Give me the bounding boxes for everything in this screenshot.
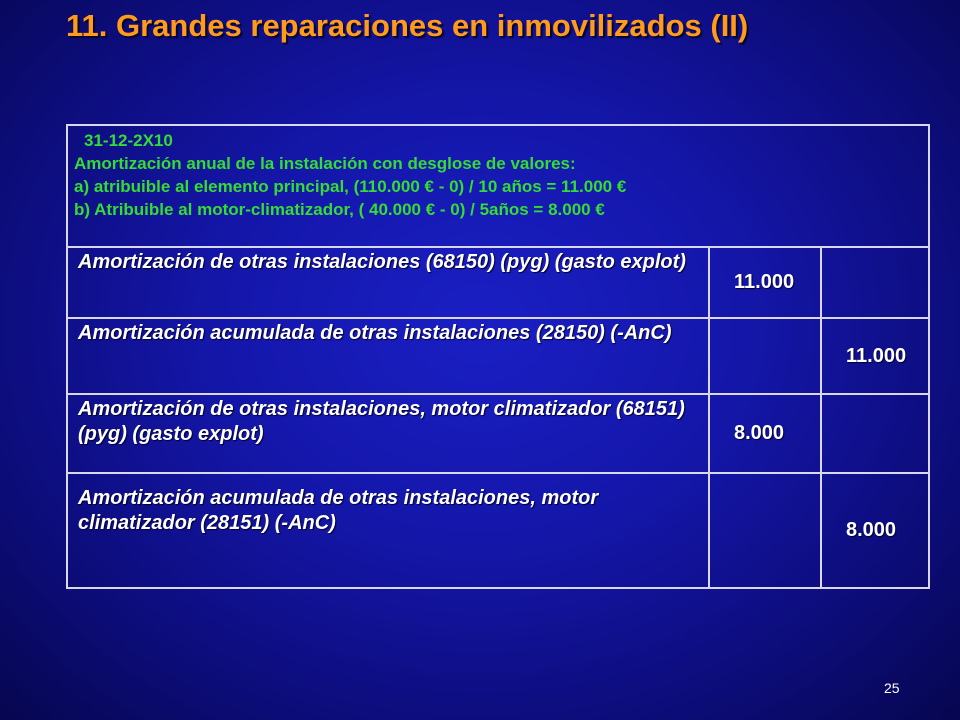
credit-amount: 11.000 bbox=[821, 318, 929, 394]
table-row bbox=[67, 318, 929, 394]
entry-description-cell bbox=[67, 125, 929, 247]
table-row bbox=[67, 247, 929, 318]
table-row bbox=[67, 394, 929, 473]
entry-date: 31-12-2X10 bbox=[84, 131, 173, 150]
debit-amount: 11.000 bbox=[709, 247, 821, 318]
table-header-row bbox=[67, 125, 929, 247]
entry-description-line: a) atribuible al elemento principal, (110.000 € - 0) / 10 años = 11.000 € bbox=[74, 177, 627, 196]
entry-description-line: Amortización anual de la instalación con desglose de valores: bbox=[74, 154, 576, 173]
account-name: Amortización acumulada de otras instalaciones, motor climatizador (28151) (-AnC) bbox=[67, 473, 709, 588]
credit-amount: 8.000 bbox=[821, 473, 929, 588]
credit-amount bbox=[821, 247, 929, 318]
account-name: Amortización de otras instalaciones, motor climatizador (68151) (pyg) (gasto explot) bbox=[67, 394, 709, 473]
entry-description-line: b) Atribuible al motor-climatizador, ( 40.000 € - 0) / 5años = 8.000 € bbox=[74, 200, 605, 219]
debit-amount bbox=[709, 473, 821, 588]
account-name: Amortización de otras instalaciones (68150) (pyg) (gasto explot) bbox=[67, 247, 709, 318]
journal-entry-table bbox=[66, 124, 930, 589]
debit-amount: 8.000 bbox=[709, 394, 821, 473]
debit-amount bbox=[709, 318, 821, 394]
page-number: 25 bbox=[884, 680, 900, 696]
credit-amount bbox=[821, 394, 929, 473]
slide-title: 11. Grandes reparaciones en inmovilizados (II) bbox=[66, 8, 749, 43]
table-row bbox=[67, 473, 929, 588]
account-name: Amortización acumulada de otras instalaciones (28150) (-AnC) bbox=[67, 318, 709, 394]
